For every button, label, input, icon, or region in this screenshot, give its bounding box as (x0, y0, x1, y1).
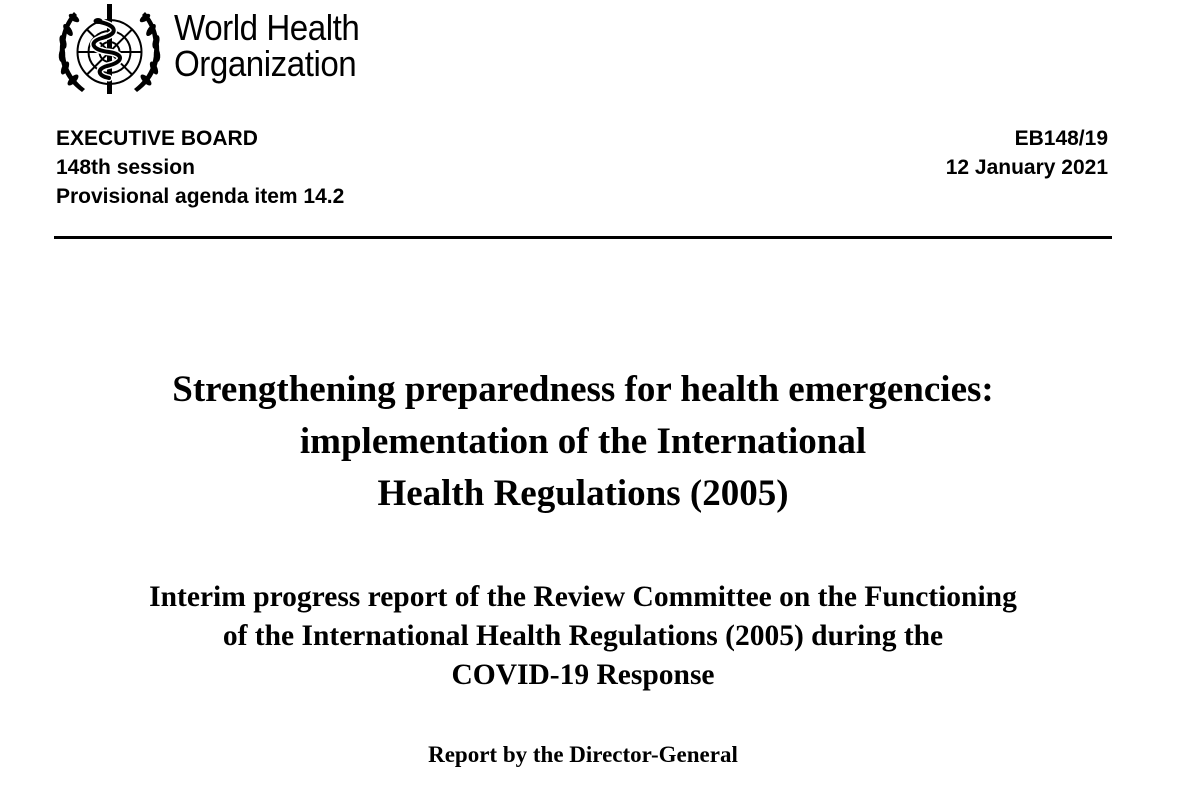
document-subtitle (0, 578, 1166, 695)
document-number: EB148/19 (1014, 127, 1108, 150)
header-meta-right (946, 124, 1108, 182)
header-divider (54, 236, 1112, 239)
logo-line-2: Organization (174, 43, 357, 84)
document-title (0, 364, 1166, 520)
session-label: 148th session (56, 156, 195, 179)
subtitle-line-2: of the International Health Regulations (2005) during the (222, 620, 944, 652)
who-wordmark (174, 7, 360, 84)
document-date: 12 January 2021 (945, 156, 1108, 179)
logo-line-1: World Health (174, 7, 360, 48)
board-name: EXECUTIVE BOARD (56, 127, 258, 150)
subtitle-line-3: COVID-19 Response (451, 659, 715, 691)
byline-text: Report by the Director-General (428, 742, 738, 767)
header-meta-left (56, 124, 344, 211)
subtitle-line-1: Interim progress report of the Review Committee on the Functioning (149, 581, 1017, 613)
document-byline (0, 740, 1166, 770)
agenda-item: Provisional agenda item 14.2 (56, 185, 345, 208)
who-logo (52, 0, 392, 100)
title-line-2: implementation of the International (299, 421, 867, 462)
title-line-3: Health Regulations (2005) (377, 473, 789, 514)
who-emblem-icon (52, 0, 167, 100)
title-line-1: Strengthening preparedness for health emergencies: (172, 369, 994, 410)
